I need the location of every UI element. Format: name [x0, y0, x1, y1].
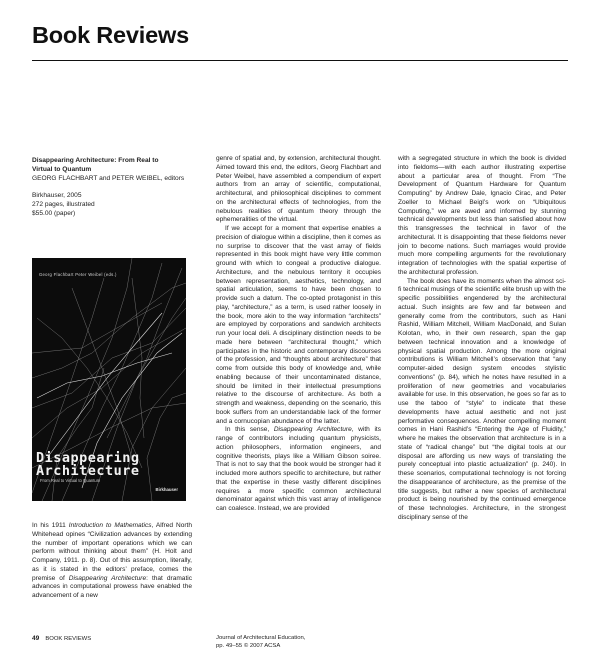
- journal-pages: pp. 49–55 © 2007 ACSA: [216, 642, 281, 649]
- book-editors: GEORG FLACHBART and PETER WEIBEL, editors: [32, 174, 185, 182]
- text-run: , with its range of contributors including quantum physicists, action philosophers, information engineers, and cognitive theorists, plays like a William Gibson soiree. That is not to say that the book would be stronger had it included more authors specific to architecture, but rather that the expertise in these vastly different disciplines requires a more specific common architectural denominator against which this vast array of intelligence can coalesce. Instead, we are provided: [216, 426, 381, 512]
- footer-page-info: [32, 635, 91, 644]
- italic-book-title: Disappearing Architecture: [68, 574, 147, 582]
- book-title-continued: Virtual to Quantum: [32, 165, 92, 173]
- footer-section: BOOK REVIEWS: [45, 636, 92, 642]
- journal-name: Journal of Architectural Education,: [216, 635, 306, 641]
- cover-title: Disappearing Architecture: [36, 450, 140, 479]
- book-cover-image: [32, 258, 186, 501]
- text-run: : that dramatic advances in computational prowess have enabled the advancement of a new: [32, 574, 192, 599]
- footer-journal-info: [216, 635, 305, 650]
- cover-subtitle: From Real to Virtual to Quantum: [40, 478, 101, 483]
- paragraph: [216, 426, 381, 514]
- paragraph: genre of spatial and, by extension, architectural thought. Aimed toward this end, the editors, Georg Flachbart and Peter Weibel, have assembled a compendium of expert authors from an array of scientific, computational, architectural, and philosophical disciplines to comment on the architectural effects of technologies, from the nebulous realities of quantum theory through the ephemeralities of the virtual.: [216, 155, 381, 224]
- book-publisher: Birkhauser, 2005: [32, 192, 82, 200]
- italic-book-title: Disappearing Architecture: [273, 426, 352, 434]
- paragraph: The book does have its moments when the almost sci-fi technical musings of the scientific elite brush up with the specific possibilities engendered by the architectural actual. Such insights are few and far between and generally come from the contributors, such as Hani Rashid, William Mitchell, William MacDonald, and Sulan Kolotan, who, in their own research, span the gap between technical innovation and a knowledge of physical spatial production. Among the more original contributions is William Mitchell’s observation that “any computer-aided design system encodes stylistic conventions” (p. 84), which he notes have resulted in a proliferation of new geometries and vocabularies available for use. In this observation, he goes so far as to use the taboo of “style” to indicate that these developments have actual aesthetic and not just performative consequences. Another compelling moment comes in Hani Rashid’s “Entering the Age of Fluidity,” where he makes the observation that architecture is in a state of “radical change” but “the digital tools at our disposal are affording us new ways of translating the purely conceptual into plastic actualization” (p. 240). In these scenarios, computational technology is not forcing the disappearance of architecture, as the premise of the title suggests, but rather a new species of architectural product is being nourished by the continued emergence of these technologies. Architecture, in the strongest disciplinary sense of the: [398, 277, 566, 521]
- cover-publisher: Birkhauser: [155, 487, 178, 492]
- citation-spacer: [32, 183, 202, 192]
- page-number: 49: [32, 635, 40, 642]
- text-run: In his 1911: [32, 522, 69, 529]
- section-title: Book Reviews: [32, 22, 189, 48]
- paragraph: If we accept for a moment that expertise enables a precision of dialogue within a discipline, then it comes as no surprise to discover that the vast array of fields represented in this book might have very little common ground with which to congeal a productive dialogue. Architecture, and the nebulous territory it occupies between representation, aesthetics, technology, and spatial articulation, seems to have been chosen to provide such a datum. The co-opted protagonist in this play, “architecture,” as a term, is used rather loosely in the book, more akin to the way information “architects” are employed by corporations and sandwich architects run your local deli. A disciplinary distinction needs to be made here between “architectural thought,” which participates in the historic and contemporary discourses of the profession, and “thoughts about architecture” that come from outside this body of knowledge and, while enabling because of their uncontaminated distance, should be limited in their intellectual presumptions relative to the discourse of architecture. As both a strength and weakness, depending on the scenario, this book suffers from an understandable lack of the former and a cornucopian abundance of the latter.: [216, 225, 381, 425]
- text-run: In this sense,: [225, 426, 274, 434]
- title-rule: [32, 60, 568, 61]
- book-price: $55.00 (paper): [32, 209, 76, 217]
- italic-book-title: Introduction to Mathematics: [68, 522, 152, 529]
- text-run: , Alfred North Whitehead opines “Civilization advances by extending the number of important operations which we can perform without thinking about them” (H. Holt and Company, 1911. p. 8). Out of this assumption, literally, as it is stated in the editors’ preface, comes the premise of: [32, 522, 192, 582]
- cover-authors: Georg Flachbart Peter Weibel (eds.): [39, 272, 117, 277]
- column-2-text: [216, 155, 381, 514]
- book-citation: [32, 157, 202, 219]
- column-3-text: [398, 155, 566, 523]
- book-title: Disappearing Architecture: From Real to: [32, 157, 159, 164]
- paragraph: with a segregated structure in which the book is divided into fieldoms—with each author illustrating expertise about a particular area of thought. From “The Development of Quantum Hardware for Quantum Computing” by Andrew Dale, Ignacio Cirac, and Peter Zoeller to Michael Beigl’s work on “Ubiquitous Computing,” we are awed and informed by stunning technical developments but less than satisfied about how this transgresses the technical in favor of the architectural. It is disappointing that these fieldoms never join to become nations. Such marriages would provide much more compelling arguments for the revolutionary integration of technologies with the spatial expertise of the architectural profession.: [398, 155, 566, 276]
- paragraph: [32, 522, 192, 601]
- book-pages: 272 pages, illustrated: [32, 200, 95, 208]
- column-1-text: [32, 522, 192, 601]
